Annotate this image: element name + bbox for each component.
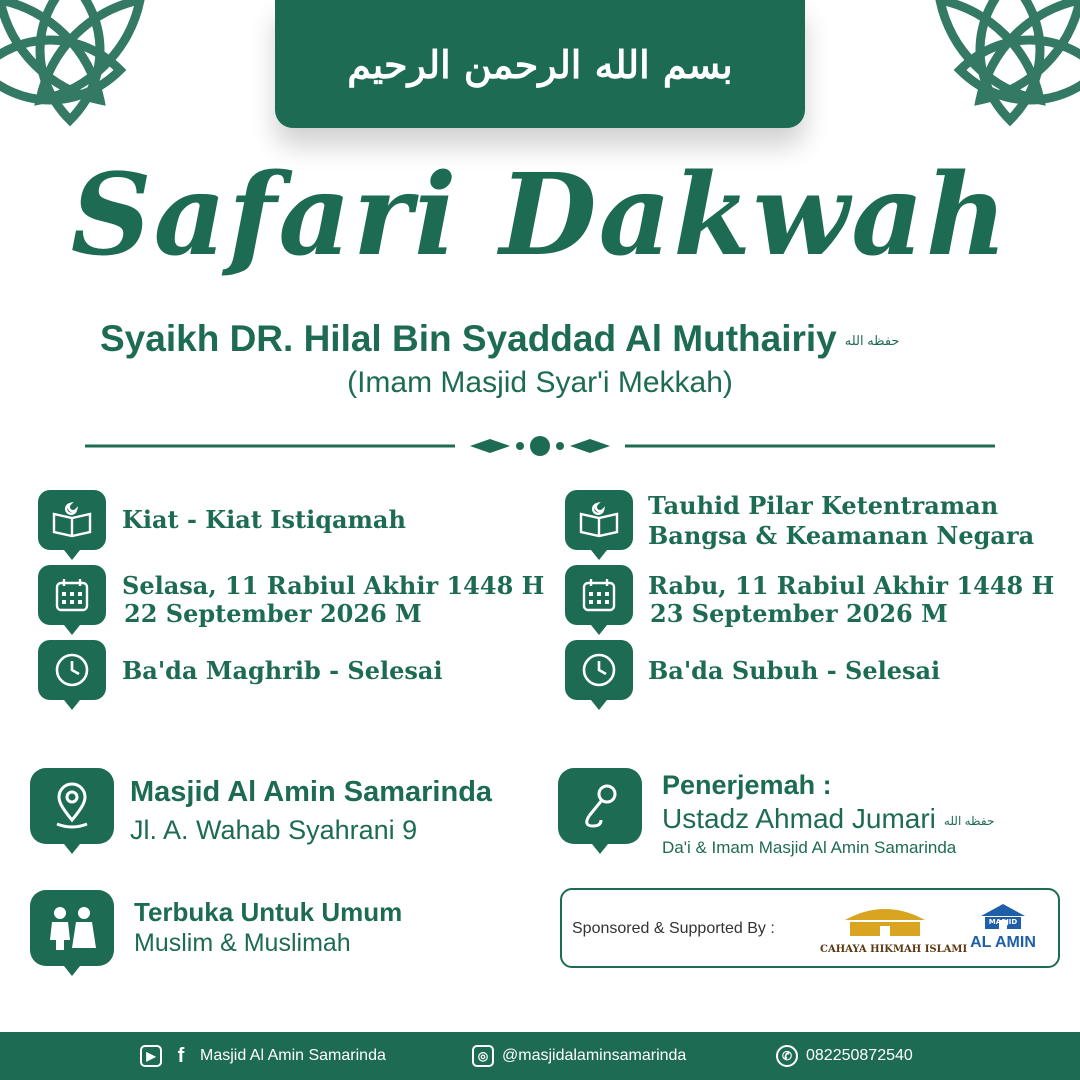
calendar-icon	[579, 576, 619, 614]
translator-role: Da'i & Imam Masjid Al Amin Samarinda	[662, 838, 957, 857]
audience-line2: Muslim & Muslimah	[134, 929, 351, 957]
location-name: Masjid Al Amin Samarinda	[130, 776, 493, 808]
quran-icon	[50, 500, 94, 540]
date-right-line1: Rabu, 11 Rabiul Akhir 1448 H	[648, 571, 1055, 600]
date-left-line1: Selasa, 11 Rabiul Akhir 1448 H	[122, 571, 545, 600]
topic-left: Kiat - Kiat Istiqamah	[122, 505, 406, 534]
topic-right-line2: Bangsa & Keamanan Negara	[648, 521, 1035, 550]
time-right: Ba'da Subuh - Selesai	[648, 656, 941, 685]
location-badge	[30, 768, 114, 844]
page-title: Safari Dakwah	[70, 150, 1010, 281]
audience-line1: Terbuka Untuk Umum	[134, 897, 403, 927]
logo-al-amin-text: AL AMIN	[970, 934, 1036, 951]
clock-icon	[579, 650, 619, 690]
date-left-line2: 22 September 2026 M	[124, 599, 422, 628]
microphone-icon	[577, 780, 623, 832]
speaker-name-line	[100, 318, 899, 360]
logo-cahaya-hikmah	[820, 902, 968, 958]
date-right-line2: 23 September 2026 M	[650, 599, 948, 628]
footer-instagram[interactable]	[472, 1032, 686, 1080]
location-address: Jl. A. Wahab Syahrani 9	[130, 815, 418, 845]
clock-badge-left	[38, 640, 106, 700]
location-pin-icon	[49, 780, 95, 832]
youtube-icon: ▶	[140, 1045, 162, 1067]
footer-bar	[0, 1032, 1080, 1080]
translator-honorific: حفظه الله	[943, 813, 995, 828]
people-icon	[44, 902, 100, 954]
clock-badge-right	[565, 640, 633, 700]
facebook-icon: f	[177, 1044, 185, 1067]
people-badge	[30, 890, 114, 966]
logo-cahaya-text: CAHAYA HIKMAH ISLAMI	[820, 944, 968, 955]
quran-badge-left	[38, 490, 106, 550]
topic-right-line1: Tauhid Pilar Ketentraman	[648, 491, 999, 520]
translator-label: Penerjemah :	[662, 770, 832, 800]
sponsor-box	[560, 888, 1060, 968]
footer-social[interactable]	[140, 1032, 386, 1080]
footer-instagram-handle: @masjidalaminsamarinda	[502, 1047, 687, 1064]
speaker-honorific: حفظه الله	[844, 333, 900, 349]
footer-whatsapp-number: 082250872540	[806, 1047, 913, 1064]
bismillah-text: بسم الله الرحمن الرحيم	[347, 41, 733, 87]
footer-whatsapp[interactable]	[776, 1032, 913, 1080]
speaker-name: Syaikh DR. Hilal Bin Syaddad Al Muthairiy	[100, 318, 837, 359]
quran-badge-right	[565, 490, 633, 550]
clock-icon	[52, 650, 92, 690]
bismillah-banner	[275, 0, 805, 128]
translator-name: Ustadz Ahmad Jumari	[662, 803, 936, 834]
quran-icon	[577, 500, 621, 540]
microphone-badge	[558, 768, 642, 844]
footer-social-name: Masjid Al Amin Samarinda	[200, 1047, 386, 1064]
translator-name-line	[662, 803, 994, 835]
logo-al-amin-small: MASJID	[988, 918, 1018, 926]
logo-al-amin	[958, 902, 1048, 958]
calendar-icon	[52, 576, 92, 614]
sponsor-label: Sponsored & Supported By :	[572, 920, 775, 937]
speaker-role: (Imam Masjid Syar'i Mekkah)	[347, 366, 733, 399]
whatsapp-icon: ✆	[776, 1045, 798, 1067]
ornamental-divider	[85, 432, 995, 460]
instagram-icon: ◎	[472, 1045, 494, 1067]
mosque-logo-icon	[820, 902, 950, 940]
time-left: Ba'da Maghrib - Selesai	[122, 656, 443, 685]
calendar-badge-right	[565, 565, 633, 625]
calendar-badge-left	[38, 565, 106, 625]
